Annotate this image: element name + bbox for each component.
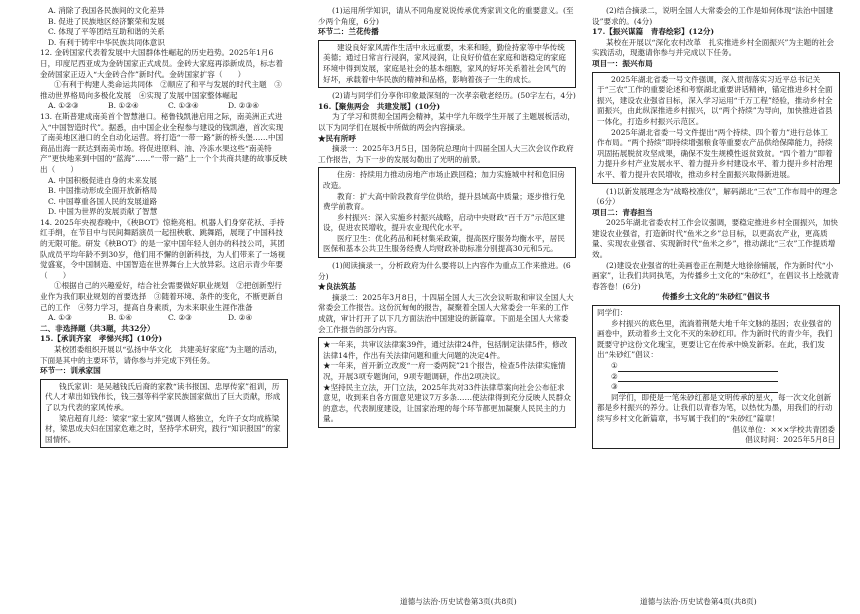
- q13-option-a[interactable]: A. 中国积极促进自身的未来发展: [48, 175, 158, 185]
- q17-title: 17.【振兴谋篇 青春绘彩】(12分): [592, 27, 715, 37]
- q14-stem: [40, 218, 288, 282]
- page-footer-right: 道德与法治·历史试卷第4页(共8页): [640, 597, 757, 606]
- proposal-item-1-blank[interactable]: [618, 364, 778, 372]
- q15-sub1: (1)运用所学知识，请从不同角度说说传承优秀家训文化的重要意义。(至少两个角度，6分): [318, 6, 574, 26]
- proposal-item-2-blank[interactable]: [618, 374, 778, 382]
- q12-option-d[interactable]: D. ②③④: [228, 101, 260, 111]
- column-middle: [318, 6, 576, 431]
- q17-project-1: 项目一：振兴布局: [592, 58, 653, 68]
- q16-intro: 为了学习和贯彻全国两会精神，某中学九年级学生开展了主题展板活动，以下为同学们在展板中所做的两会内容摘录。: [318, 112, 575, 132]
- q12-items: ①有利于构建人类命运共同体 ②顺应了和平与发展的时代主题 ③推动世界格局向多极化发展 ④实现了发展中国家整体崛起: [40, 80, 282, 100]
- q17-material-3: 2025年湖北省委农村工作会议强调，要稳定推进乡村全面振兴，加快建设农业强省，打造新时代“鱼米之乡”总目标，以更高农产业，更高质量、实现农业强省、实现新时代“鱼米之乡”，推动湖北“三农”工作提质增效。: [592, 218, 838, 260]
- q16-material-education: 教育：扩大高中阶段教育学位供给，提升县域高中质量；逐步推行免费学前教育。: [323, 191, 565, 212]
- column-right: [592, 6, 840, 452]
- proposal-item-2-num: ②: [611, 371, 618, 381]
- page-footer-left: 道德与法治·历史试卷第3页(共8页): [400, 597, 517, 606]
- q14-stem-text: 14. 2025年央视春晚中，《秧BOT》惊艳亮相。机器人们身穿花袄、手持红手绢，在节目中与民间舞蹈演员一起扭秧歌、跳舞蹈，展现了中国科技的无限可能。研发《秧BOT》的是一家中国年轻人创办的科技公司，其团队成员平均年龄不到30岁，他们用不懈的创新科技，为人们带来了一场视觉盛宴，令中国制造、中国智造在世界舞台上大放异彩。这启示青少年要: [40, 217, 286, 270]
- q12-option-c[interactable]: C. ①③④: [168, 101, 199, 111]
- proposal-title: 传播乡土文化的“朱砂红”倡议书: [662, 292, 770, 302]
- q16-material-housing: 住房：持续用力推动房地产市场止跌回稳；加力实施城中村和危旧房改造。: [323, 170, 565, 190]
- column-left: [40, 6, 288, 451]
- proposal-item-2[interactable]: [597, 372, 835, 383]
- q12-stem-text: 12. 金砖国家代表着发展中大国群体性崛起的历史趋势。2025年1月6日，印度尼西亚成为金砖国家正式成员。金砖大家庭再添新成员，标志着金砖国家正迈入“大金砖合作”新时代。金砖国家扩容: [40, 48, 283, 79]
- q14-options: [40, 313, 288, 324]
- q17-intro: 某校在开展以“深化农村改革 扎实推进乡村全面振兴”为主题的社会实践活动，现邀请你参与并完成以下任务。: [592, 37, 834, 58]
- q17-material-2: 2025年湖北省委一号文件提出“两个持续、四个着力”进行总体工作布局。“两个持续”即持续增强粮食等重要农产品供给保障能力，持续巩固拓展脱贫攻坚成果，确保不发生规模性返贫致贫。“四个着力”即着力提升乡村产业发展水平、着力提升乡村建设水平、着力提升乡村治理水平、着力提升农民增收，推动乡村全面振兴取得新进展。: [597, 127, 833, 179]
- q16-sub2: (2)结合摘录二，说明全国人大常委会的工作是如何体现“法治中国建设”要求的。(4分): [592, 6, 834, 26]
- proposal-body: 乡村振兴的底色里，流淌着荆楚大地千年文脉的基因；农业强省的画卷中，跃动着乡土文化不灭的朱砂红印。作为新时代的青少年，我们既要守护这份文化瑰宝，更要让它在传承中焕发新彩。在此，我们发出“朱砂红”倡议：: [597, 318, 833, 360]
- q12-option-a[interactable]: A. ①②③: [48, 101, 79, 111]
- proposal-box: [592, 305, 840, 449]
- proposal-item-3[interactable]: [597, 382, 835, 393]
- q16-material-box-2: [318, 337, 576, 428]
- q15-title: 15.【承训齐家 孝悌兴邦】(10分): [40, 334, 163, 344]
- q12-stem: [40, 48, 288, 80]
- proposal-signature-date: 倡议时间：2025年5月8日: [745, 435, 835, 445]
- q16-segment-1: ★民有所呼: [318, 133, 356, 143]
- q11-option-c[interactable]: C. 体现了平等团结互助和谐的关系: [48, 27, 165, 37]
- q15-material-2: 梁启超育儿经：梁家“家士家风”强调人格独立，允许子女均成栋梁材，梁思成夫妇在国家危难之时，坚持学术研究，践行“知识报国”的家国情怀。: [45, 413, 281, 444]
- q13-stem-text: 13. 在斯普建成南美首个智慧港口。秘鲁钱凯港启用之际，南美洲正式进入“中国智造时代”。据悉，由中国企业全程参与建设的钱凯港，首次实现了南美地区港口的全自动化运营。将打造“一带一路”新的桥头堡……中国商品出海一跃达到南美市场。将促进原料、油、冷冻水果这些“南美特产”更快地来到中国的“蓝海”……“一带一路”上一个个共商共建的故事反映出: [40, 111, 288, 174]
- q15-material-1: 钱氏家训：是吴越钱氏后裔的家教“读书报国、忠厚传家”祖训，历代人才辈出如钱伟长，钱三强等科学家民族国家做出了巨大贡献，形成了以为代表的家风传承。: [45, 381, 281, 412]
- q13-option-c[interactable]: C. 中国尊重各国人民的发展道路: [48, 196, 158, 206]
- proposal-closing: 同学们，即使是一笔朱砂红都是文明传承的星火，每一次文化创新都是乡村振兴的养分。让我们以青春为笔，以热忱为墨，用我们的行动续写乡村文化新篇章，书写属于我们的“朱砂红”篇章！: [597, 392, 833, 423]
- q14-option-b[interactable]: B. ①④: [108, 313, 133, 323]
- q12-answer-paren[interactable]: （ ）: [214, 69, 246, 79]
- q17-sub2: (2)建设农业强省的壮美画卷正在荆楚大地徐徐铺展，作为新时代“小画家”，让我们共同执笔，为传播乡土文化的“朱砂红”，在倡议书上绘就青春答卷！(6分): [592, 260, 840, 291]
- proposal-item-1-num: ①: [611, 361, 618, 370]
- q17-sub1: (1)以新发展理念为“战略校准仪”，解码湖北“三农”工作布局中的理念（6分）: [592, 186, 838, 207]
- q15-segment-2: 环节二：兰花传播: [318, 27, 379, 37]
- q16-material-box: [318, 167, 576, 258]
- q17-material-box: [592, 72, 840, 184]
- q14-option-d[interactable]: D. ②④: [228, 313, 253, 323]
- q11-option-d[interactable]: D. 有利于铸牢中华民族共同体意识: [48, 37, 165, 47]
- q14-answer-paren[interactable]: （ ）: [40, 270, 71, 280]
- q15-segment-1: 环节一：训承家国: [40, 366, 101, 376]
- q16-law-item-2: ★一年来，首开新立改废“一府一委两院”21个报告，检查5件法律实施情况，开展3项专题询问，9项专题调研，作出2项决议。: [323, 361, 566, 381]
- proposal-item-3-num: ③: [611, 382, 618, 392]
- q16-material-medical: 医疗卫生：优化药品和耗材集采政策，提高医疗服务均衡水平，居民医保和基本公共卫生服务经费人均财政补助标准分别提高30元和5元。: [323, 233, 565, 254]
- q15-material-3: 建设良好家风需作生活中永远重要，未来和睦，勤俭持家等中华传统美德；通过日常言行浸润，家风浸润，让良好价值在家庭和谐稳定的家庭环境中得到发展，家庭是社会的基本细胞，家风的好坏关系着社会风气的好坏，承载着中华民族的精神和品格，影响着孩子一生的成长。: [323, 42, 566, 84]
- q13-option-b[interactable]: B. 中国推动形成全面开放新格局: [48, 186, 158, 196]
- q13-stem: [40, 112, 288, 176]
- proposal-item-3-blank[interactable]: [618, 385, 778, 393]
- q16-title: 16.【聚焦两会 共建发展】(10分): [318, 101, 441, 111]
- q13-answer-paren[interactable]: （ ）: [47, 164, 78, 174]
- q12-options: [40, 101, 288, 112]
- q15-intro: 某校团委组织开展以“弘扬中华文化 共建美好家庭”为主题的活动，下面是其中的主要环节，请你参与并完成下列任务。: [40, 345, 282, 365]
- q15-sub2: (2)请与同学们分享你印象最深刻的一次孝亲敬老经历。(50字左右，4分): [332, 91, 576, 101]
- part2-heading: 二、非选择题（共3题，共32分）: [40, 323, 155, 333]
- q15-material-box: [40, 379, 288, 449]
- q13-option-d[interactable]: D. 中国为世界的发展贡献了智慧: [48, 207, 158, 217]
- q17-material-1: 2025年湖北省委一号文件强调，深入贯彻落实习近平总书记关于“三农”工作的重要论述和考察湖北重要讲话精神，锚定推进乡村全面振兴，建设农业强省目标，深入学习运用“千万工程”经验，推动乡村全面振兴，由此纵深推进乡村振兴，以“两个持续”为导向，加快推进省县一体化，打造乡村振兴示范区。: [597, 74, 833, 126]
- q14-option-c[interactable]: C. ②③: [168, 313, 192, 323]
- proposal-signature-unit: 倡议单位：×××学校共青团委: [732, 424, 835, 434]
- q14-option-a[interactable]: A. ①③: [48, 313, 72, 323]
- q12-option-b[interactable]: B. ①②④: [108, 101, 139, 111]
- q11-option-a[interactable]: A. 消除了我国各民族间的文化差异: [48, 6, 165, 15]
- q16-law-item-1: ★一年来，共审议法律案39件，通过法律24件，包括制定法律5件，修改法律14件，作出有关法律问题和重大问题的决定4件。: [323, 340, 568, 360]
- proposal-item-1[interactable]: [597, 361, 835, 372]
- proposal-greeting: 同学们：: [597, 308, 628, 318]
- q16-sub1: (1)阅读摘录一，分析政府为什么要将以上内容作为重点工作来推进。(6分): [318, 261, 571, 281]
- q16-excerpt-1: 摘录一：2025年3月5日，国务院总理向十四届全国人大三次会议作政府工作报告，为下一步的发展勾勒出了光明的前景。: [318, 144, 574, 164]
- q14-items: ①根据自己的兴趣爱好，结合社会需要做好职业规划 ②把创新型行业作为我们职业规划的首要选择 ③随着环境、条件的变化，不断更新自己的工作 ④努力学习，提高自身素质，为未来职业生涯作准备: [40, 281, 283, 312]
- q16-law-item-3: ★坚持民主立法，开门立法，2025年共对33件法律草案向社会公布征求意见，收到来自各方面意见建议7万多条……使法律得到充分反映人民群众的意志，代表制度建设，让国家治理的每个环节都更加凝聚人民民主的力量。: [323, 382, 571, 424]
- q17-project-2: 项目二：青春担当: [592, 207, 653, 217]
- q11-option-b[interactable]: B. 促进了民族地区经济繁荣和发展: [48, 16, 165, 26]
- q16-material-rural: 乡村振兴：深入实施乡村振兴战略，启动中央财政“百千万”示范区建设，促进农民增收，提升农业现代化水平。: [323, 212, 565, 233]
- q15-material-box-2: [318, 40, 576, 88]
- q16-segment-2: ★良法筑基: [318, 282, 356, 292]
- q16-excerpt-2: 摘录二：2025年3月8日，十四届全国人大三次会议听取和审议全国人大常委会工作报告。这份沉甸甸的报告，凝聚着全国人大常委会一年来的工作成就，审计打开了以下几方面法治中国建设的新篇章。下面是全国人大常委会工作报告的部分内容。: [318, 292, 574, 334]
